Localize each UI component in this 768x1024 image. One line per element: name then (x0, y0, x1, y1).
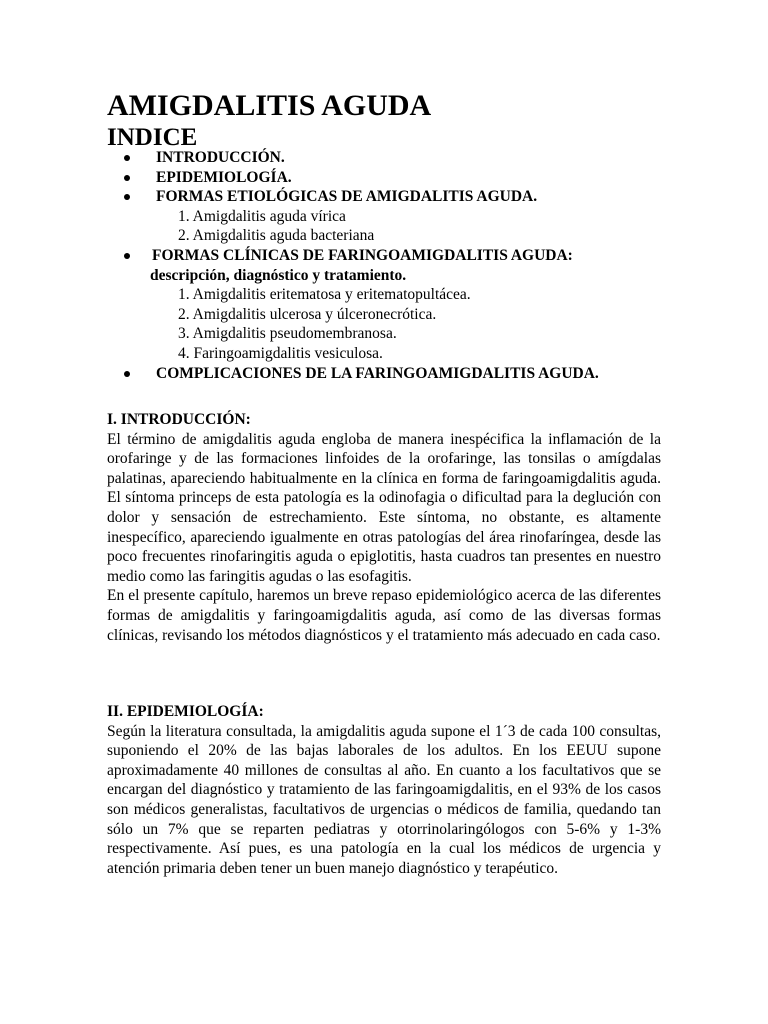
toc-item-label: EPIDEMIOLOGÍA. (156, 168, 292, 186)
document-title: AMIGDALITIS AGUDA (107, 89, 432, 122)
toc-item-label: COMPLICACIONES DE LA FARINGOAMIGDALITIS AGUDA. (156, 364, 599, 382)
section-epidemiologia (107, 702, 661, 878)
toc-item-epidemiologia (0, 168, 768, 188)
bullet-icon (124, 155, 130, 161)
table-of-contents (0, 148, 768, 383)
toc-subitem: 2. Amigdalitis ulcerosa y úlceronecrótica. (178, 305, 437, 323)
section-heading: I. INTRODUCCIÓN: (107, 411, 251, 428)
section-introduccion (107, 410, 661, 645)
section-heading: II. EPIDEMIOLOGÍA: (107, 703, 264, 720)
bullet-icon (124, 371, 130, 377)
toc-item-introduccion (0, 148, 768, 168)
toc-subitem: 2. Amigdalitis aguda bacteriana (178, 227, 375, 245)
bullet-icon (124, 175, 130, 181)
paragraph: Según la literatura consultada, la amigdalitis aguda supone el 1´3 de cada 100 consultas, suponiendo el 20% de las bajas laborales de los adultos. En los EEUU supone aproximadamente 40 millones de consultas al año. En cuanto a los facultativos que se encargan del diagnóstico y tratamiento de las faringoamigdalitis, en el 93% de los casos son médicos generalistas, facultativos de urgencias o médicos de familia, quedando tan sólo un 7% que se reparten pediatras y otorrinolaringólogos con 5-6% y 1-3% respectivamente. Así pues, es una patología en la cual los médicos de urgencia y atención primaria deben tener un buen manejo diagnóstico y terapéutico. (107, 722, 661, 877)
paragraph: El término de amigdalitis aguda engloba de manera inespécifica la inflamación de la orofaringe y de las formaciones linfoides de la orofaringe, las tonsilas o amígdalas palatinas, apareciendo habitualmente en la clínica en forma de faringoamigdalitis aguda. El síntoma princeps de esta patología es la odinofagia o dificultad para la deglución con dolor y sensación de estrechamiento. Este síntoma, no obstante, es altamente inespecífico, apareciendo igualmente en otras patologías del área rinofaríngea, desde las poco frecuentes rinofaringitis aguda o epiglotitis, hasta cuadros tan presentes en nuestro medio como las faringitis agudas o las esofagitis. (107, 430, 661, 585)
toc-item-complicaciones (0, 364, 768, 384)
bullet-icon (124, 253, 130, 259)
toc-subitem: 1. Amigdalitis eritematosa y eritematopultácea. (178, 286, 471, 304)
toc-item-formas-clinicas (0, 246, 768, 266)
toc-item-label: INTRODUCCIÓN. (156, 149, 285, 166)
toc-subitem: 4. Faringoamigdalitis vesiculosa. (178, 344, 383, 362)
bullet-icon (124, 194, 130, 200)
toc-subitem: 3. Amigdalitis pseudomembranosa. (178, 325, 397, 343)
toc-item-label: FORMAS ETIOLÓGICAS DE AMIGDALITIS AGUDA. (156, 188, 538, 206)
toc-item-label: FORMAS CLÍNICAS DE FARINGOAMIGDALITIS AGUDA: (152, 246, 573, 264)
toc-item-continuation: descripción, diagnóstico y tratamiento. (150, 266, 407, 284)
paragraph: En el presente capítulo, haremos un breve repaso epidemiológico acerca de las diferentes formas de amigdalitis y faringoamigdalitis aguda, así como de las diversas formas clínicas, revisando los métodos diagnósticos y el tratamiento más adecuado en cada caso. (107, 587, 661, 644)
toc-subitem: 1. Amigdalitis aguda vírica (178, 207, 346, 225)
index-heading: INDICE (107, 124, 198, 151)
toc-item-formas-etiologicas (0, 187, 768, 207)
